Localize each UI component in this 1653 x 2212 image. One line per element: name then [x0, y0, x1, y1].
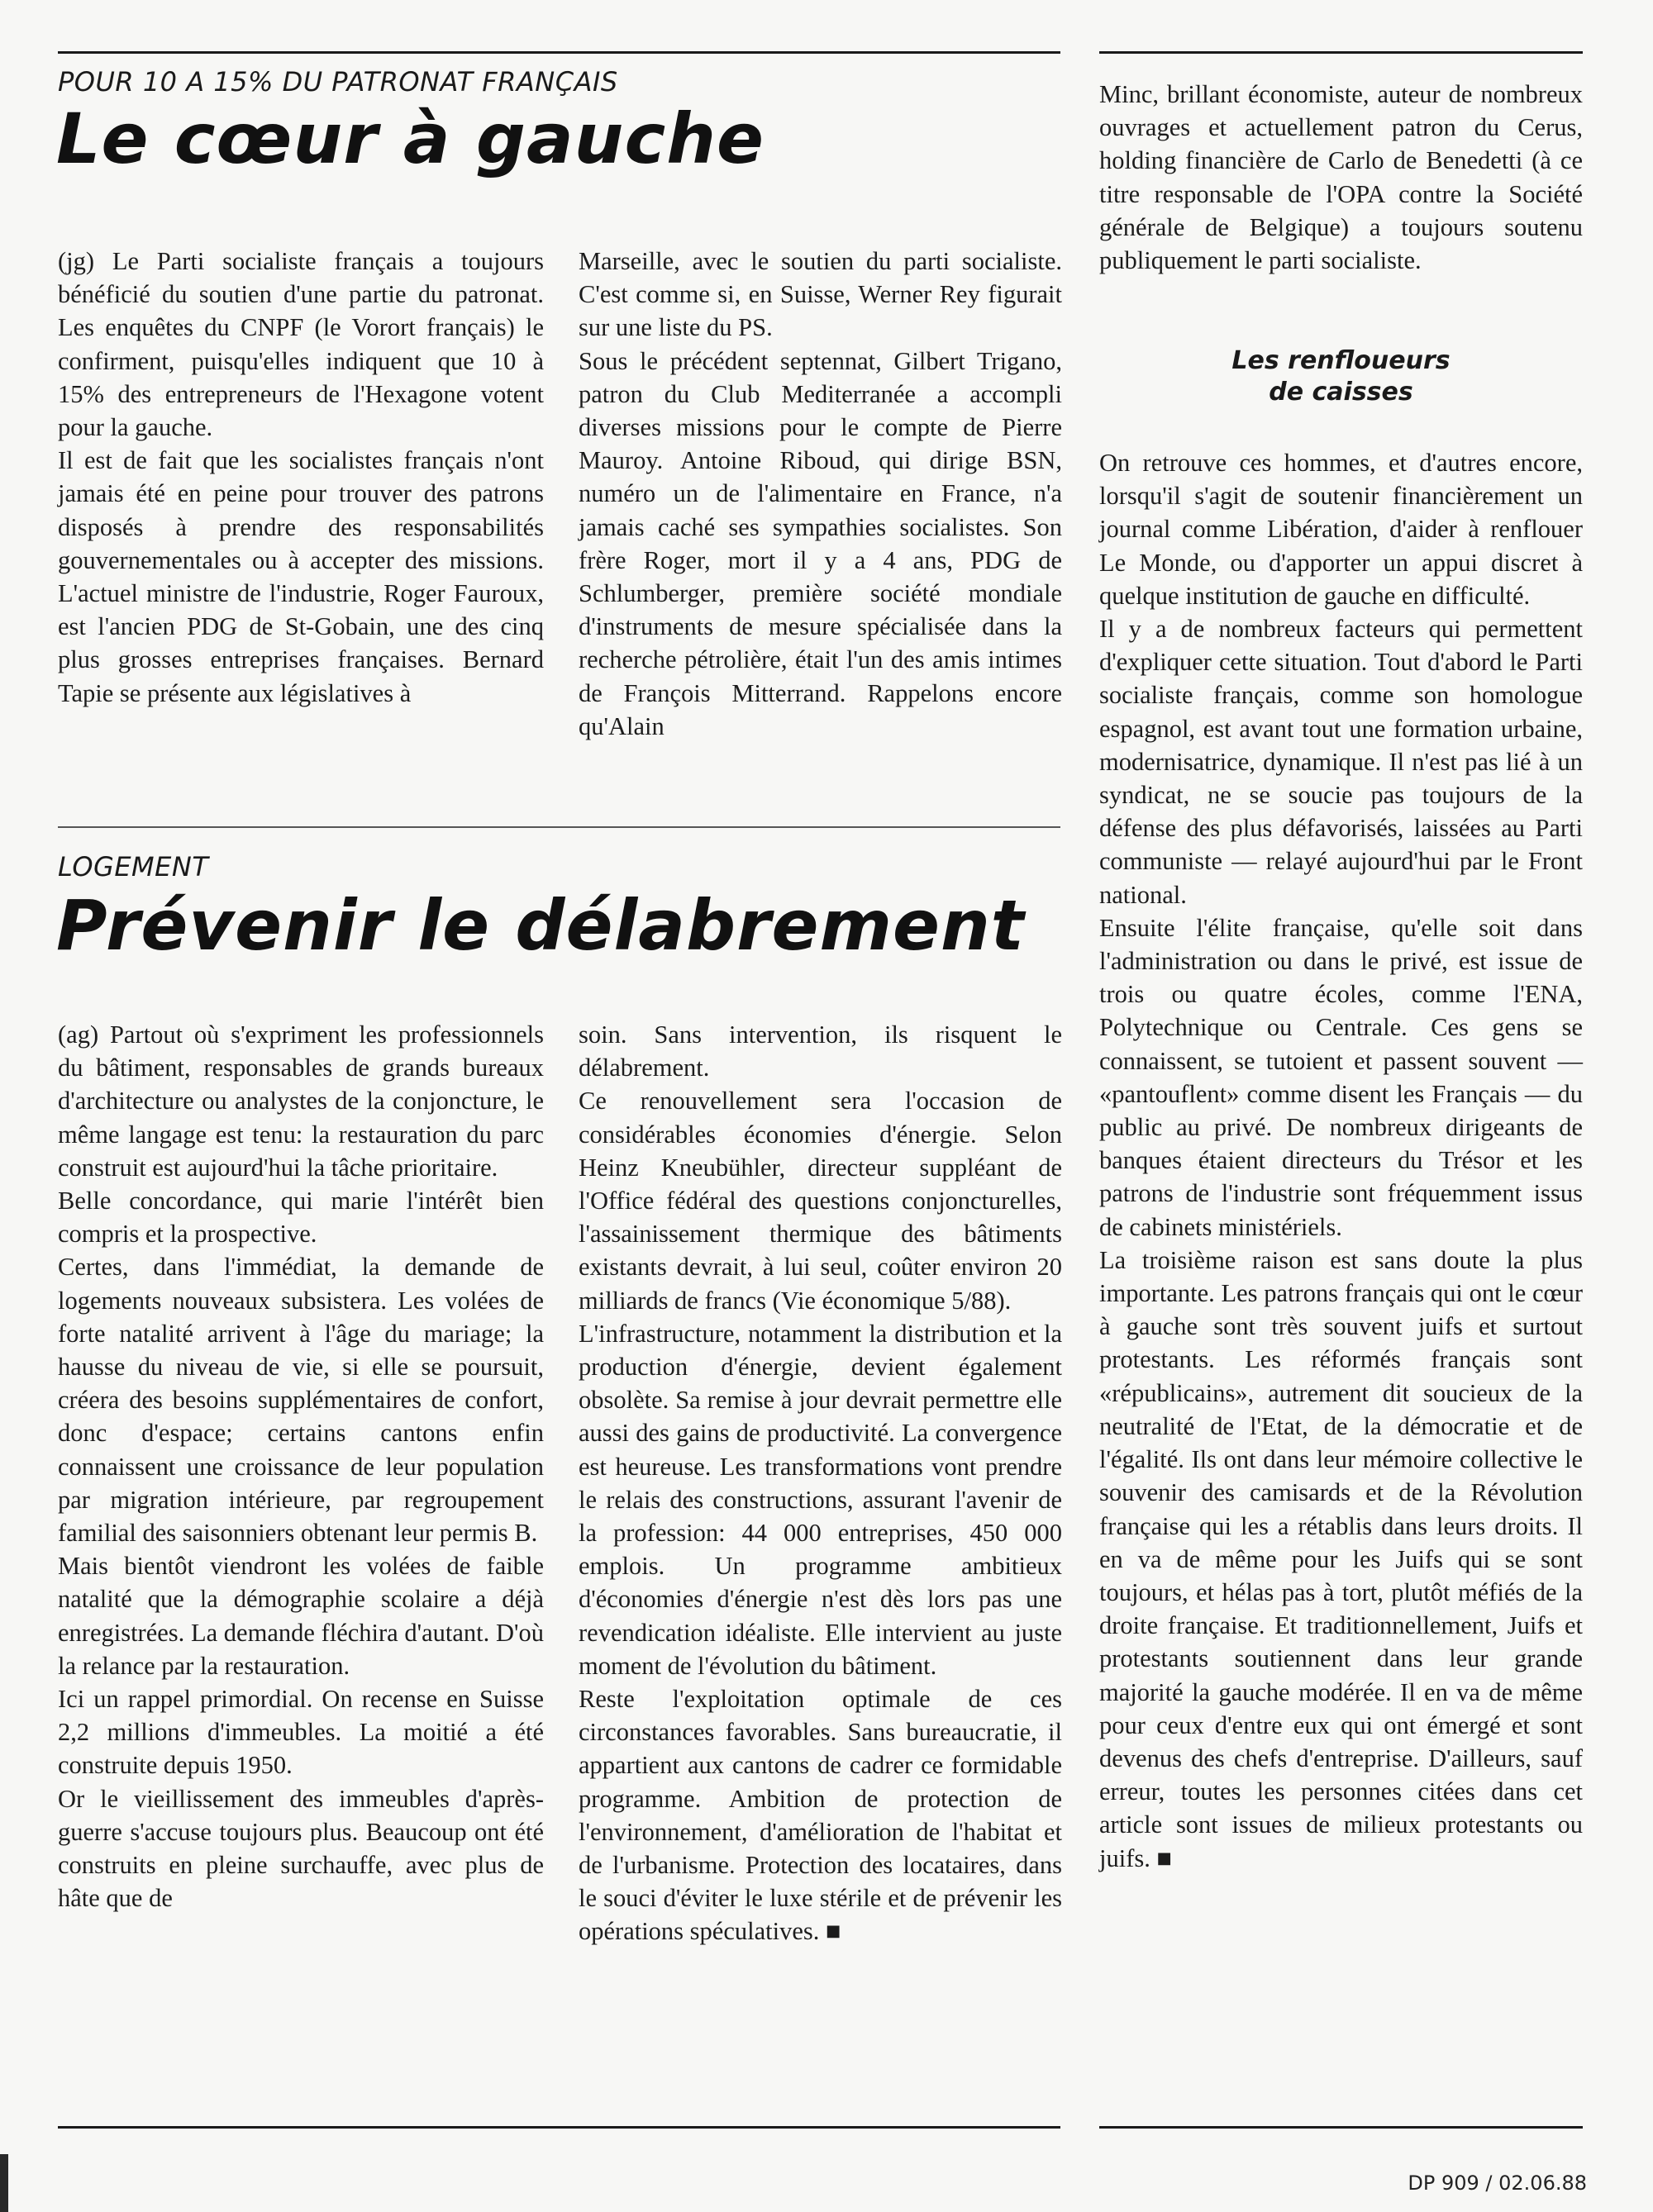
paragraph: soin. Sans intervention, ils risquent le délabrement. [579, 1020, 1062, 1082]
paragraph: Marseille, avec le soutien du parti socialiste. C'est comme si, en Suisse, Werner Rey figurait sur une liste du PS. [579, 247, 1062, 342]
article1-subheading [1099, 345, 1583, 408]
paragraph: Or le vieillissement des immeubles d'après-guerre s'accuse toujours plus. Beaucoup ont été construits en pleine surchauffe, avec plus de hâte que de [58, 1784, 544, 1913]
article2-column-1 [58, 1018, 544, 1915]
paragraph: Reste l'exploitation optimale de ces circonstances favorables. Sans bureaucratie, il appartient aux cantons de cadrer ce formidable programme. Ambition de protection de l'environnement, d'amélioration de l'habitat et de l'urbanisme. Protection des locataires, dans le souci d'éviter le luxe stérile et de prévenir les opérations spéculatives. ■ [579, 1685, 1062, 1946]
article1-column-1 [58, 245, 544, 710]
paragraph: Sous le précédent septennat, Gilbert Trigano, patron du Club Mediterranée a accompli diverses missions pour le compte de Pierre Mauroy. Antoine Riboud, qui dirige BSN, numéro un de l'alimentaire en France, n'a jamais caché ses sympathies socialistes. Son frère Roger, mort il y a 4 ans, PDG de Schlumberger, première société mondiale d'instruments de mesure spécialisée dans la recherche pétrolière, était l'un des amis intimes de François Mitterrand. Rappelons encore qu'Alain [579, 346, 1062, 740]
article1-column-2 [579, 245, 1062, 743]
paragraph: La troisième raison est sans doute la plus importante. Les patrons français qui ont le cœur à gauche sont très souvent juifs et surtout protestants. Les réformés français sont «républicains», autrement dit soucieux de la neutralité de l'Etat, de la démocratie et de l'égalité. Ils ont dans leur mémoire collective le souvenir des camisards et de la Révolution française qui les a rétablis dans leurs droits. Il en va de même pour les Juifs qui se sont toujours, et hélas pas à tort, plutôt méfiés de la droite française. Et traditionnellement, Juifs et protestants soutiennent dans leur grande majorité la gauche modérée. Il en va de même pour ceux d'entre eux qui ont émergé et sont devenus des chefs d'entreprise. D'ailleurs, sauf erreur, toutes les personnes citées dans cet article sont issues de milieux protestants ou juifs. ■ [1099, 1245, 1583, 1872]
subheading-line: Les renfloueurs [1231, 346, 1451, 375]
paragraph: Ensuite l'élite française, qu'elle soit dans l'administration ou dans le privé, est issue de trois ou quatre écoles, comme l'ENA, Polytechnique ou Centrale. Ces gens se connaissent, se tutoient et passent souvent — «pantouflent» comme disent les Français — du public au privé. De nombreux dirigeants de banques étaient directeurs du Trésor et les patrons de l'industrie sont fréquemment issus de cabinets ministériels. [1099, 913, 1583, 1241]
top-rule-left [58, 51, 1060, 54]
paragraph: Mais bientôt viendront les volées de faible natalité que la démographie scolaire a déjà enregistrées. La demande fléchira d'autant. D'où la relance par la restauration. [58, 1552, 544, 1680]
issue-reference: DP 909 / 02.06.88 [1408, 2172, 1587, 2195]
paragraph: (ag) Partout où s'expriment les professionnels du bâtiment, responsables de grands bureaux d'architecture ou analystes de la conjoncture, le même langage est tenu: la restauration du parc construit est aujourd'hui la tâche prioritaire. [58, 1020, 544, 1182]
paragraph: On retrouve ces hommes, et d'autres encore, lorsqu'il s'agit de soutenir financièrement un journal comme Libération, d'aider à renflouer Le Monde, ou d'apporter un appui discret à quelque institution de gauche en difficulté. [1099, 449, 1583, 610]
paragraph: Ce renouvellement sera l'occasion de considérables économies d'énergie. Selon Heinz Kneubühler, directeur suppléant de l'Office fédéral des questions conjoncturelles, l'assainissement thermique des bâtiments existants devrait, à lui seul, coûter environ 20 milliards de francs (Vie économique 5/88). [579, 1087, 1062, 1315]
paragraph: Certes, dans l'immédiat, la demande de logements nouveaux subsistera. Les volées de forte natalité arrivent à l'âge du mariage; la hausse du niveau de vie, si elle se poursuit, créera des besoins supplémentaires de confort, donc d'espace; certains cantons enfin connaissent une croissance de leur population par migration intérieure, par regroupement familial des saisonniers obtenant leur permis B. [58, 1253, 544, 1548]
bottom-rule-right [1099, 2126, 1583, 2129]
paragraph: Il y a de nombreux facteurs qui permettent d'expliquer cette situation. Tout d'abord le Parti socialiste français, comme son homologue espagnol, est avant tout une formation urbaine, modernisatrice, dynamique. Il n'est pas lié à un syndicat, ne se soucie pas toujours de la défense des plus défavorisés, laissées au Parti communiste — relayé aujourd'hui par le Front national. [1099, 615, 1583, 909]
paragraph: L'infrastructure, notamment la distribution et la production d'énergie, devient également obsolète. Sa remise à jour devrait permettre elle aussi des gains de productivité. La convergence est heureuse. Les transformations vont prendre le relais des constructions, assurant l'avenir de la profession: 44 000 entreprises, 450 000 emplois. Un programme ambitieux d'économies d'énergie n'est dès lors pas une revendication idéaliste. Elle intervient au juste moment de l'évolution du bâtiment. [579, 1319, 1062, 1680]
paragraph: (jg) Le Parti socialiste français a toujours bénéficié du soutien d'une partie du patronat. Les enquêtes du CNPF (le Vorort français) le confirment, puisqu'elles indiquent que 10 à 15% des entrepreneurs de l'Hexagone votent pour la gauche. [58, 247, 544, 442]
paragraph: Belle concordance, qui marie l'intérêt bien compris et la prospective. [58, 1187, 544, 1249]
article1-kicker: POUR 10 A 15% DU PATRONAT FRANÇAIS [58, 66, 618, 98]
article2-column-2 [579, 1018, 1062, 1948]
scan-edge-mark [0, 2154, 8, 2212]
article1-column-3-bottom [1099, 446, 1583, 1875]
top-rule-right [1099, 51, 1583, 54]
article2-kicker: LOGEMENT [58, 851, 209, 882]
paragraph: Ici un rappel primordial. On recense en Suisse 2,2 millions d'immeubles. La moitié a été construite depuis 1950. [58, 1685, 544, 1780]
article1-headline: Le cœur à gauche [56, 98, 765, 179]
article2-headline: Prévenir le délabrement [56, 885, 1025, 966]
paragraph: Il est de fait que les socialistes français n'ont jamais été en peine pour trouver des patrons disposés à prendre des responsabilités gouvernementales ou à accepter des missions. L'actuel ministre de l'industrie, Roger Fauroux, est l'ancien PDG de St-Gobain, une des cinq plus grosses entreprises françaises. Bernard Tapie se présente aux législatives à [58, 446, 544, 707]
paragraph: Minc, brillant économiste, auteur de nombreux ouvrages et actuellement patron du Cerus, holding financière de Carlo de Benedetti (à ce titre responsable de l'OPA contre la Société générale de Belgique) a toujours soutenu publiquement le parti socialiste. [1099, 80, 1583, 275]
bottom-rule-left [58, 2126, 1060, 2129]
article1-column-3-top [1099, 78, 1583, 277]
article-divider-rule [58, 826, 1060, 828]
subheading-line: de caisses [1269, 378, 1413, 407]
